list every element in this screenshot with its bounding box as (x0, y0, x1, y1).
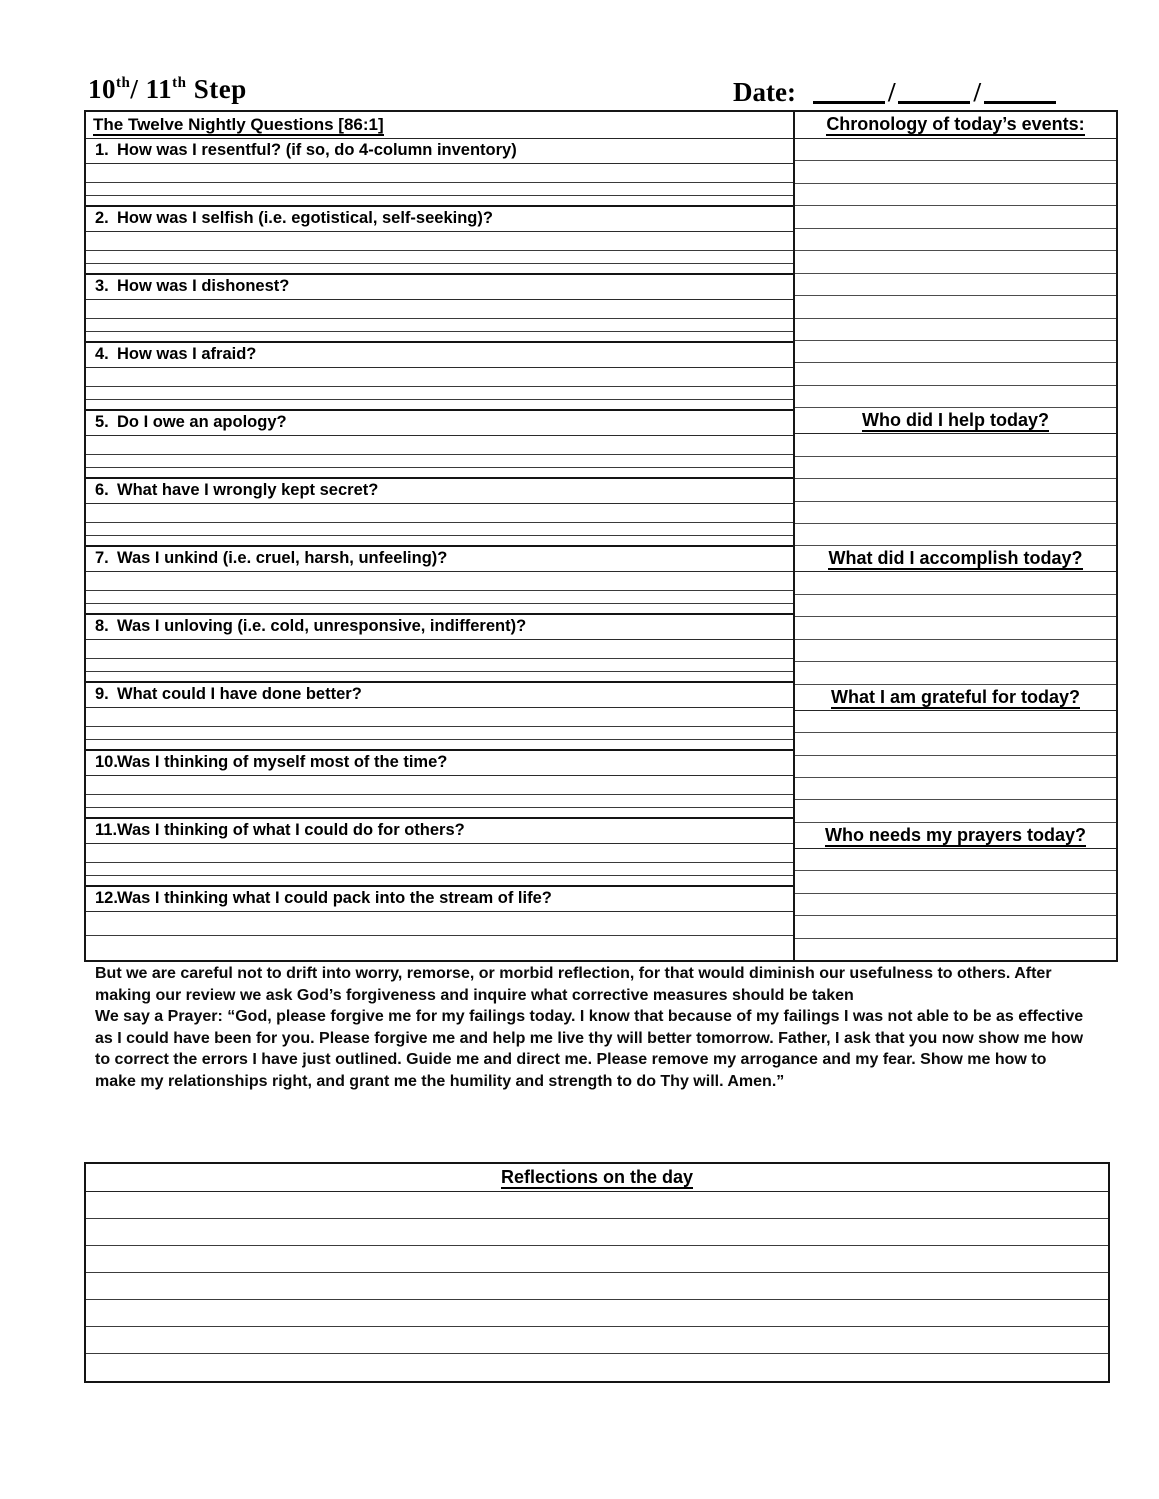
question-row (86, 683, 793, 708)
question-text: Was I thinking of myself most of the time? (117, 753, 448, 771)
writing-line (795, 595, 1116, 617)
page-title (88, 74, 247, 104)
question-text: Was I unkind (i.e. cruel, harsh, unfeeling)? (117, 549, 448, 567)
writing-line (86, 1300, 1108, 1327)
section-header-text: Who needs my prayers today? (824, 824, 1087, 845)
writing-line (795, 457, 1116, 479)
question-number: 12. (95, 889, 118, 907)
block-gap (86, 876, 793, 887)
block-gap (86, 808, 793, 819)
question-row (86, 343, 793, 368)
date-field (733, 74, 1059, 107)
writing-line (795, 251, 1116, 273)
question-row (86, 207, 793, 232)
writing-line (86, 1327, 1108, 1354)
section-header-text: What did I accomplish today? (828, 548, 1083, 569)
writing-line (795, 572, 1116, 594)
writing-line (86, 251, 793, 264)
writing-line (795, 274, 1116, 296)
writing-line (795, 296, 1116, 318)
writing-line (86, 504, 793, 523)
question-text: Was I thinking of what I could do for others? (117, 821, 465, 839)
block-gap (86, 264, 793, 275)
question-number: 10. (95, 753, 118, 771)
writing-line (795, 756, 1116, 778)
question-text: Was I thinking what I could pack into the stream of life? (117, 889, 552, 907)
question-text: What could I have done better? (117, 685, 362, 703)
question-text: How was I selfish (i.e. egotistical, self-seeking)? (117, 209, 493, 227)
closing-text (95, 963, 1087, 1093)
date-blank-month (813, 77, 885, 104)
writing-line (86, 387, 793, 400)
date-blank-day (898, 77, 970, 104)
writing-line (795, 319, 1116, 341)
block-gap (86, 672, 793, 683)
writing-line (86, 844, 793, 863)
writing-line (86, 795, 793, 808)
questions-column-header-text: The Twelve Nightly Questions [86:1] (93, 115, 384, 134)
question-text: How was I dishonest? (117, 277, 290, 295)
writing-line (86, 912, 793, 936)
writing-line (795, 871, 1116, 893)
title-number: 10 (88, 74, 116, 104)
writing-line (86, 1219, 1108, 1246)
block-gap (86, 740, 793, 751)
writing-line (86, 183, 793, 196)
title-ordinal-suffix-2: th (172, 75, 187, 91)
writing-line (795, 161, 1116, 183)
question-row (86, 479, 793, 504)
block-gap (86, 468, 793, 479)
question-row (86, 411, 793, 436)
writing-line (795, 662, 1116, 684)
writing-line (795, 916, 1116, 938)
writing-line (86, 1273, 1108, 1300)
writing-line (795, 206, 1116, 228)
question-text: How was I resentful? (if so, do 4-column inventory) (117, 141, 517, 159)
question-number: 9. (95, 685, 109, 703)
reflections-header (86, 1164, 1108, 1192)
writing-line (795, 434, 1116, 456)
writing-line (86, 776, 793, 795)
writing-line (86, 572, 793, 591)
question-row (86, 751, 793, 776)
question-number: 6. (95, 481, 109, 499)
section-header-text: What I am grateful for today? (830, 686, 1080, 707)
question-row (86, 139, 793, 164)
writing-line (86, 1354, 1108, 1381)
writing-line (795, 229, 1116, 251)
writing-line (86, 640, 793, 659)
review-paragraph: But we are careful not to drift into worry, remorse, or morbid reflection, for that would diminish our usefulness to others. After making our review we ask God’s forgiveness and inquire what corrective measures should be taken (95, 965, 1052, 1004)
writing-line (86, 727, 793, 740)
writing-line (795, 341, 1116, 363)
writing-line (795, 139, 1116, 161)
writing-line (86, 164, 793, 183)
question-number: 3. (95, 277, 109, 295)
writing-line (795, 894, 1116, 916)
prayer-paragraph: We say a Prayer: “God, please forgive me for my failings today. I know that because of my failings I was not able to be as effective as I could have been for you. Please forgive me and help me live thy will better tomorrow. Father, I ask that you now show me how to correct the errors I have just outlined. Guide me and direct me. Please remove my arrogance and my fear. Show me how to make my relationships right, and grant me the humility and strength to do Thy will. Amen.” (95, 1008, 1084, 1090)
writing-line (86, 659, 793, 672)
writing-line (795, 800, 1116, 822)
writing-line (86, 591, 793, 604)
chronology-column (793, 112, 1116, 960)
writing-line (86, 232, 793, 251)
date-separator: / (887, 77, 896, 107)
block-gap (86, 400, 793, 411)
question-number: 5. (95, 413, 109, 431)
question-row (86, 275, 793, 300)
question-number: 11. (95, 821, 118, 839)
question-number: 7. (95, 549, 109, 567)
writing-line (86, 708, 793, 727)
writing-line (86, 1246, 1108, 1273)
writing-line (795, 711, 1116, 733)
question-number: 1. (95, 141, 109, 159)
title-number-2: / 11 (130, 74, 173, 104)
writing-line (86, 863, 793, 876)
section-header-prayers (795, 823, 1116, 849)
block-gap (86, 332, 793, 343)
writing-line (795, 386, 1116, 408)
date-blank-year (984, 77, 1056, 104)
question-text: What have I wrongly kept secret? (117, 481, 379, 499)
date-separator: / (973, 77, 981, 107)
writing-line (86, 368, 793, 387)
block-gap (86, 536, 793, 547)
questions-column (86, 112, 793, 960)
question-row (86, 819, 793, 844)
question-row (86, 887, 793, 912)
chronology-column-header (795, 112, 1116, 139)
writing-line (86, 436, 793, 455)
writing-line (86, 319, 793, 332)
writing-line (795, 939, 1116, 960)
section-header-who-did-i-help (795, 408, 1116, 434)
writing-line (795, 479, 1116, 501)
writing-line (86, 300, 793, 319)
section-header-what-did-i-accomplish (795, 546, 1116, 572)
questions-column-header (86, 112, 793, 139)
question-text: How was I afraid? (117, 345, 257, 363)
nightly-questions-table (84, 110, 1118, 962)
writing-line (795, 502, 1116, 524)
date-label: Date: (733, 77, 796, 107)
block-gap (86, 196, 793, 207)
question-row (86, 615, 793, 640)
writing-line (795, 617, 1116, 639)
question-row (86, 547, 793, 572)
title-ordinal-suffix: th (116, 75, 131, 91)
chronology-header-text: Chronology of today’s events: (826, 114, 1085, 134)
writing-line (795, 849, 1116, 871)
section-header-text: Who did I help today? (862, 410, 1049, 431)
writing-line (795, 363, 1116, 385)
writing-line (86, 523, 793, 536)
question-text: Do I owe an apology? (117, 413, 287, 431)
question-number: 4. (95, 345, 109, 363)
writing-line (795, 778, 1116, 800)
question-text: Was I unloving (i.e. cold, unresponsive, indifferent)? (117, 617, 527, 635)
question-number: 2. (95, 209, 109, 227)
writing-line (86, 936, 793, 960)
question-number: 8. (95, 617, 109, 635)
title-tail: Step (186, 74, 247, 104)
writing-line (86, 1192, 1108, 1219)
reflections-table (84, 1162, 1110, 1383)
writing-line (86, 455, 793, 468)
block-gap (86, 604, 793, 615)
writing-line (795, 640, 1116, 662)
section-header-grateful (795, 685, 1116, 711)
writing-line (795, 733, 1116, 755)
writing-line (795, 524, 1116, 546)
writing-line (795, 184, 1116, 206)
reflections-header-text: Reflections on the day (500, 1167, 694, 1187)
